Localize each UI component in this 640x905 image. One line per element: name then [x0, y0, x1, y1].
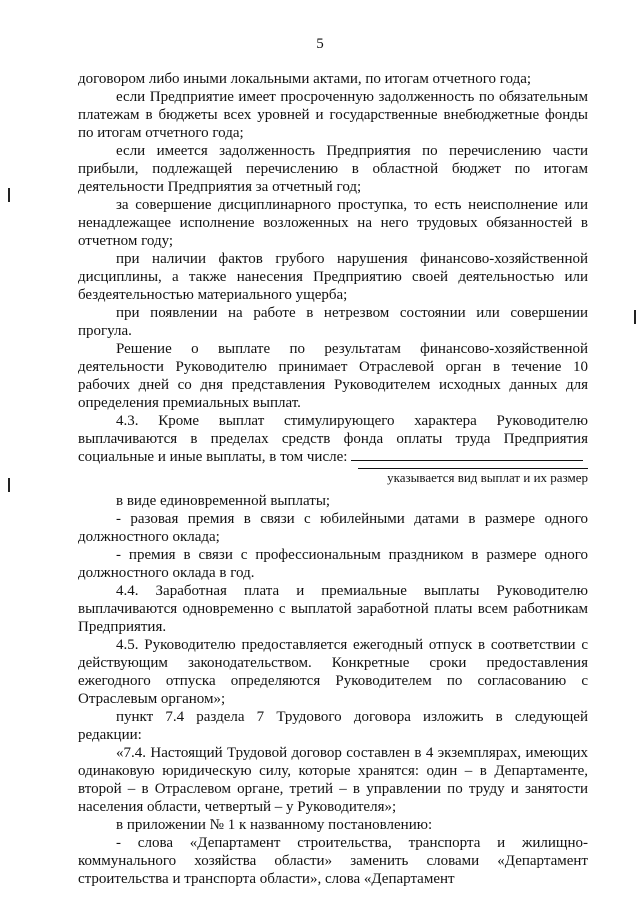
paragraph: - слова «Департамент строительства, транспорта и жилищно-коммунального хозяйства области» заменить словами «Департамент строительства и транспорта области», слова «Департамент [78, 835, 588, 887]
page-number: 5 [316, 36, 324, 52]
field-caption: указывается вид выплат и их размер [358, 468, 588, 486]
paragraph-text: 4.3. Кроме выплат стимулирующего характера Руководителю выплачиваются в пределах средств фонда оплаты труда Предприятия социальные и иные выплаты, в том числе: [78, 413, 588, 465]
document-body [78, 70, 588, 888]
paragraph: за совершение дисциплинарного проступка, то есть неисполнение или ненадлежащее исполнение возложенных на него трудовых обязанностей в отчетном году; [78, 197, 588, 249]
paragraph: - премия в связи с профессиональным праздником в размере одного должностного оклада в год. [78, 547, 588, 581]
paragraph: если Предприятие имеет просроченную задолженность по обязательным платежам в бюджеты всех уровней и государственные внебюджетные фонды по итогам отчетного года; [78, 89, 588, 141]
paragraph: Решение о выплате по результатам финансово-хозяйственной деятельности Руководителю принимает Отраслевой орган в течение 10 рабочих дней со дня представления Руководителем исходных данных для определения премиальных выплат. [78, 341, 588, 411]
paragraph: в виде единовременной выплаты; [116, 493, 331, 509]
paragraph: если имеется задолженность Предприятия по перечислению части прибыли, подлежащей перечислению в областной бюджет по итогам деятельности Предприятия за отчетный год; [78, 143, 588, 195]
paragraph: «7.4. Настоящий Трудовой договор составлен в 4 экземплярах, имеющих одинаковую юридическую силу, которые хранятся: один – в Департаменте, второй – в Отраслевом органе, третий – в управлении по труду и занятости населения области, четвертый – у Руководителя»; [78, 745, 588, 815]
fill-in-line [351, 449, 583, 461]
paragraph: - разовая премия в связи с юбилейными датами в размере одного должностного оклада; [78, 511, 588, 545]
paragraph: пункт 7.4 раздела 7 Трудового договора изложить в следующей редакции: [78, 709, 588, 743]
paragraph: 4.5. Руководителю предоставляется ежегодный отпуск в соответствии с действующим законодательством. Конкретные сроки предоставления ежегодного отпуска определяются Руководителем по согласованию с Отраслевым органом»; [78, 637, 588, 707]
paragraph: договором либо иными локальными актами, по итогам отчетного года; [78, 71, 532, 87]
paragraph: в приложении № 1 к названному постановлению: [116, 817, 433, 833]
paragraph: при наличии фактов грубого нарушения финансово-хозяйственной дисциплины, а также нанесения Предприятию своей деятельностью или бездеятельностью материального ущерба; [78, 251, 588, 303]
margin-mark [634, 310, 636, 324]
paragraph: 4.4. Заработная плата и премиальные выплаты Руководителю выплачиваются одновременно с выплатой заработной платы всем работникам Предприятия. [78, 583, 588, 635]
paragraph [78, 412, 588, 466]
paragraph: при появлении на работе в нетрезвом состоянии или совершении прогула. [78, 305, 588, 339]
margin-mark [8, 478, 10, 492]
margin-mark [8, 188, 10, 202]
